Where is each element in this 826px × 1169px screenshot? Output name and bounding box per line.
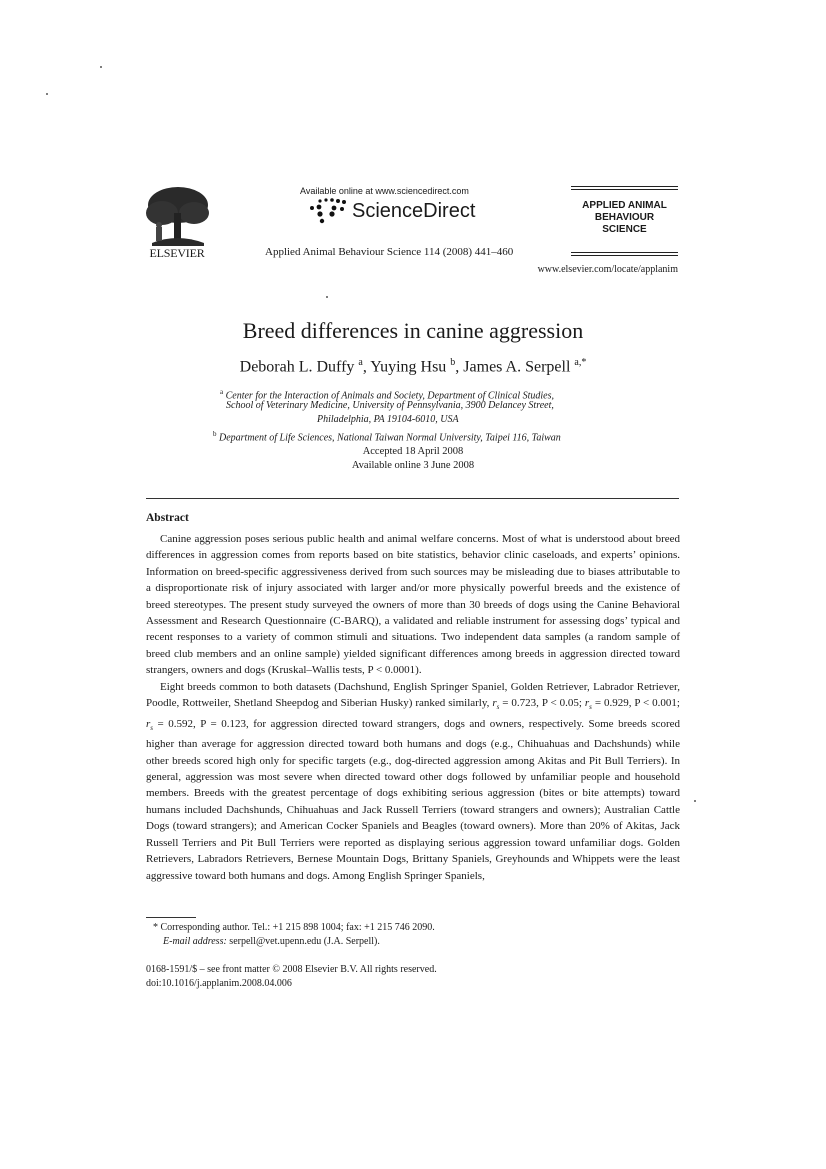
- journal-title-line: APPLIED ANIMAL: [582, 200, 667, 211]
- affiliation-a-line: School of Veterinary Medicine, University of Pennsylvania, 3900 Delancey Street,: [226, 400, 554, 411]
- journal-title-line: SCIENCE: [602, 224, 647, 235]
- abstract-text: Eight breeds common to both datasets (Dachshund, English Springer Spaniel, Golden Retriever, Labrador Retriever, Poodle, Rottweiler, Shetland Sheepdog and Siberian Husky) ranked similarly,: [146, 680, 680, 710]
- email-note: [163, 936, 380, 947]
- abstract-divider: [146, 498, 679, 499]
- abstract-text: = 0.592, P = 0.123, for aggression directed toward strangers, dogs and owners, respectively. Some breeds scored higher than average for aggression directed toward both humans and dogs (e.g., Chihuahuas and Dachshunds) while other breeds scored high only for specific targets (e.g., dog-directed aggression among Akitas and Pit Bull Terriers). In general, aggression was most severe when directed toward other dogs followed by unfamiliar people and household members. Breeds with the greatest percentage of dogs exhibiting serious aggression (bites or bite attempts) toward humans included Dachshunds, Chihuahuas and Jack Russell Terriers (toward strangers and owners); Australian Cattle Dogs (toward strangers); and American Cocker Spaniels and Beagles (toward owners). More than 20% of Akitas, Jack Russell Terriers and Pit Bull Terriers were reported as displaying serious aggression toward unfamiliar dogs. Golden Retrievers, Labradors Retrievers, Bernese Mountain Dogs, Brittany Spaniels, Greyhounds and Whippets were the least aggressive toward both humans and dogs. Among English Springer Spaniels,: [146, 717, 680, 882]
- front-matter-note: 0168-1591/$ – see front matter © 2008 Elsevier B.V. All rights reserved.: [146, 964, 437, 975]
- doi-link[interactable]: doi:10.1016/j.applanim.2008.04.006: [146, 978, 292, 989]
- sciencedirect-dots-icon: [306, 198, 348, 224]
- publisher-name: ELSEVIER: [149, 246, 205, 260]
- email-label: E-mail address:: [163, 936, 227, 947]
- affiliation-label: a: [220, 388, 224, 396]
- available-online-date: Available online 3 June 2008: [351, 460, 475, 471]
- author-name: Deborah L. Duffy: [239, 358, 355, 376]
- author-affil-marker[interactable]: a: [358, 357, 363, 368]
- abstract-text: = 0.929, P < 0.001;: [594, 697, 680, 710]
- abstract-paragraph: Eight breeds common to both datasets (Dachshund, English Springer Spaniel, Golden Retriever, Labrador Retriever, Poodle, Rottweiler, Shetland Sheepdog and Siberian Husky) ranked similarly, $r_s = 0.723$, P < 0.05; $r_s = 0.929$, P < 0.001; $r_s = 0.592$, P = 0.123, for aggression directed toward strangers, dogs and owners, respectively. Some breeds scored higher than average for aggression directed toward both humans and dogs (e.g., Chihuahuas and Dachshunds) while other breeds scored high only for specific targets (e.g., dog-directed aggression among Akitas and Pit Bull Terriers). In general, aggression was most severe when directed toward other dogs followed by unfamiliar people and household members. Breeds with the greatest percentage of dogs exhibiting serious aggression (bites or bite attempts) toward humans included Dachshunds, Chihuahuas and Jack Russell Terriers (toward strangers and owners); Australian Cattle Dogs (toward strangers); and American Cocker Spaniels and Beagles (toward owners). More than 20% of Akitas, Jack Russell Terriers and Pit Bull Terriers were reported as displaying serious aggression toward unfamiliar dogs. Golden Retrievers, Labradors Retrievers, Bernese Mountain Dogs, Brittany Spaniels, Greyhounds and Whippets were the least aggressive toward both humans and dogs. Among English Springer Spaniels,: [146, 680, 680, 882]
- journal-title-line: BEHAVIOUR: [594, 212, 655, 223]
- journal-url-link[interactable]: www.elsevier.com/locate/applanim: [537, 264, 678, 275]
- abstract-heading: Abstract: [146, 512, 189, 524]
- scan-speck: [694, 800, 696, 802]
- journal-rule-top: [571, 186, 678, 190]
- affiliation-b-line: [213, 427, 561, 445]
- abstract-body: [146, 531, 680, 884]
- affiliation-text: Department of Life Sciences, National Taiwan Normal University, Taipei 116, Taiwan: [219, 432, 561, 444]
- scan-speck: [100, 66, 102, 68]
- sciencedirect-wordmark: ScienceDirect: [352, 200, 476, 222]
- affiliation-text: Center for the Interaction of Animals and Society, Department of Clinical Studies,: [225, 390, 554, 402]
- affiliation-a-line: Philadelphia, PA 19104-6010, USA: [317, 414, 459, 425]
- journal-citation: Applied Animal Behaviour Science 114 (2008) 441–460: [265, 246, 514, 258]
- author-affil-marker[interactable]: a,*: [574, 357, 587, 368]
- author-affil-marker[interactable]: b: [450, 357, 456, 368]
- journal-title: [571, 200, 678, 236]
- journal-rule-bottom: [571, 252, 678, 256]
- abstract-paragraph: Canine aggression poses serious public health and animal welfare concerns. Most of what is understood about breed differences in aggression comes from reports based on bite statistics, behavior clinic caseloads, and experts’ opinions. Information on breed-specific aggressiveness derived from such sources may be misleading due to biases attributable to a disproportionate risk of injury associated with larger and/or more physically powerful breeds and the existence of breed stereotypes. The present study surveyed the owners of more than 30 breeds of dogs using the Canine Behavioral Assessment and Research Questionnaire (C-BARQ), a validated and reliable instrument for assessing dogs’ typical and recent responses to a variety of common stimuli and situations. Two independent data samples (a random sample of breed club members and an online sample) yielded significant differences among breeds in aggression directed toward strangers, owners and dogs (Kruskal–Wallis tests, P < 0.0001).: [146, 533, 680, 677]
- available-online-text: Available online at www.sciencedirect.com: [300, 186, 469, 196]
- email-link[interactable]: serpell@vet.upenn.edu (J.A. Serpell).: [229, 936, 380, 947]
- abstract-text: = 0.723, P < 0.05;: [502, 697, 585, 710]
- footnote-rule: [146, 917, 196, 918]
- author-name: Yuying Hsu: [370, 358, 447, 376]
- affiliation-label: b: [213, 430, 217, 438]
- scan-speck: [326, 296, 328, 298]
- accepted-date: Accepted 18 April 2008: [362, 446, 464, 457]
- article-title: Breed differences in canine aggression: [242, 318, 584, 343]
- scan-speck: [46, 93, 48, 95]
- author-list: Deborah L. Duffy $^a$, Yuying Hsu $^b$, James A. Serpell $^{a,*}$: [239, 357, 587, 376]
- corresponding-author-note: * Corresponding author. Tel.: +1 215 898 1004; fax: +1 215 746 2090.: [153, 922, 435, 933]
- journal-title-block: [571, 186, 678, 236]
- author-name: James A. Serpell: [463, 358, 571, 376]
